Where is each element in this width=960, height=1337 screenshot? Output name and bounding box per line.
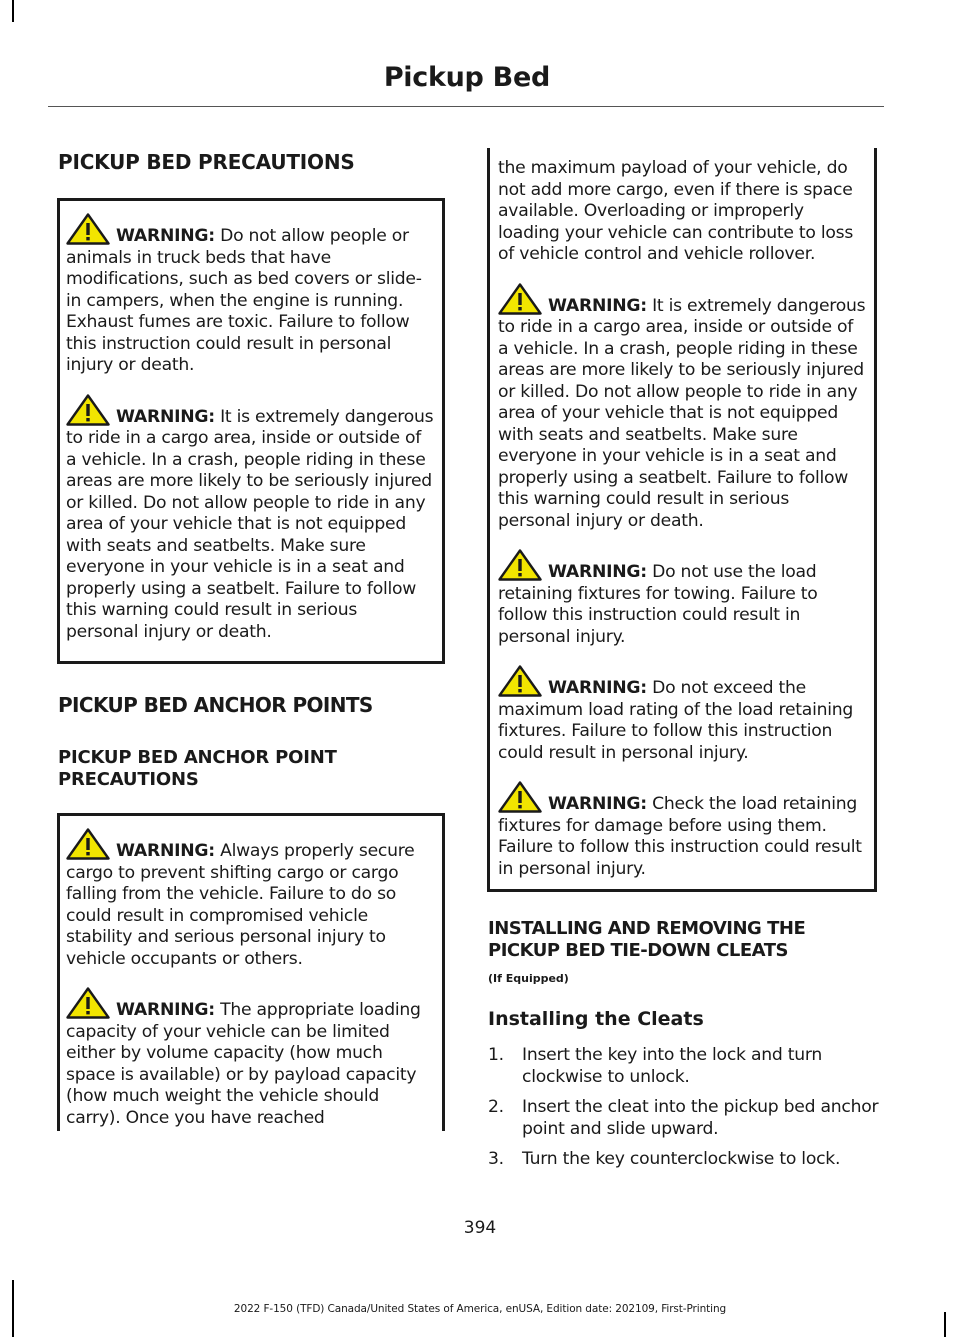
warning-text: It is extremely dangerous to ride in a cargo area, inside or outside of a vehicle. In a crash, people riding in these areas are more likely to be seriously injured or killed. Do not allow people to ride in any area of your vehicle that is not equipped with seats and seatbelts. Make sure everyone in your vehicle is in a seat and properly using a seatbelt. Failure to follow this warning could result in serious personal injury or death. xyxy=(498,295,866,531)
step-number: 3. xyxy=(488,1149,504,1169)
warning-box-anchor-continued xyxy=(487,148,877,892)
step-text: Turn the key counterclockwise to lock. xyxy=(522,1149,841,1169)
page-footer: 2022 F-150 (TFD) Canada/United States of America, enUSA, Edition date: 202109, First-Printing xyxy=(233,1303,727,1315)
warning-box-anchor-precautions xyxy=(57,813,445,1131)
list-item xyxy=(488,1097,883,1140)
warning-item xyxy=(498,665,866,764)
warning-label: WARNING: xyxy=(116,841,215,861)
heading-pickup-bed-anchor-points: PICKUP BED ANCHOR POINTS xyxy=(58,693,373,717)
warning-label: WARNING: xyxy=(116,1000,215,1020)
heading-pickup-bed-precautions: PICKUP BED PRECAUTIONS xyxy=(58,150,355,174)
warning-triangle-icon xyxy=(498,781,542,813)
warning-text: Always properly secure cargo to prevent shifting cargo or cargo falling from the vehicle. Failure to do so could result in compromised vehicle stability and serious personal injury to vehicle occupants or others. xyxy=(66,841,415,969)
warning-label: WARNING: xyxy=(548,678,647,698)
installation-steps-list xyxy=(488,1045,883,1180)
warning-item xyxy=(66,987,434,1129)
warning-box-bed-precautions xyxy=(57,198,445,664)
warning-label: WARNING: xyxy=(116,226,215,246)
warning-text: It is extremely dangerous to ride in a cargo area, inside or outside of a vehicle. In a crash, people riding in these areas are more likely to be seriously injured or killed. Do not allow people to ride in any area of your vehicle that is not equipped with seats and seatbelts. Make sure everyone in your vehicle is in a seat and properly using a seatbelt. Failure to follow this warning could result in serious personal injury or death. xyxy=(66,406,434,642)
if-equipped-note: (If Equipped) xyxy=(488,972,569,985)
warning-label: WARNING: xyxy=(116,406,215,427)
warning-continued-text: the maximum payload of your vehicle, do not add more cargo, even if there is space available. Overloading or improperly loading your vehicle can contribute to loss of vehicle control and vehicle rollover. xyxy=(498,158,854,264)
step-number: 2. xyxy=(488,1097,504,1117)
heading-installing-the-cleats: Installing the Cleats xyxy=(488,1008,704,1030)
heading-anchor-point-precautions: PICKUP BED ANCHOR POINT PRECAUTIONS xyxy=(58,747,337,790)
warning-triangle-icon xyxy=(498,549,542,581)
header-divider xyxy=(48,106,884,107)
warning-item xyxy=(498,283,866,533)
crop-mark-bottom-right xyxy=(944,1312,946,1337)
warning-text: Do not allow people or animals in truck beds that have modifications, such as bed covers or slide-in campers, when the engine is running. Exhaust fumes are toxic. Failure to follow this instruction could result in personal injury or death. xyxy=(66,226,422,375)
step-text: Insert the key into the lock and turn clockwise to unlock. xyxy=(522,1045,823,1087)
warning-text: Do not use the load retaining fixtures for towing. Failure to follow this instruction could result in personal injury. xyxy=(498,562,818,647)
warning-triangle-icon xyxy=(66,987,110,1019)
warning-label: WARNING: xyxy=(548,794,647,814)
warning-text: Do not exceed the maximum load rating of the load retaining fixtures. Failure to follow this instruction could result in personal injury. xyxy=(498,678,854,763)
warning-text: The appropriate loading capacity of your vehicle can be limited either by volume capacity (how much space is available) or by payload capacity (how much weight the vehicle should carry). Once you have reached xyxy=(66,1000,421,1128)
warning-item xyxy=(498,549,866,648)
warning-item xyxy=(66,213,434,377)
warning-triangle-icon xyxy=(66,828,110,860)
warning-item xyxy=(498,781,866,880)
list-item xyxy=(488,1149,883,1171)
warning-triangle-icon xyxy=(66,394,110,426)
page-header-title: Pickup Bed xyxy=(383,62,550,93)
heading-installing-removing-cleats: INSTALLING AND REMOVING THE PICKUP BED TIE-DOWN CLEATS xyxy=(488,918,806,961)
step-text: Insert the cleat into the pickup bed anchor point and slide upward. xyxy=(522,1097,879,1139)
warning-triangle-icon xyxy=(498,665,542,697)
warning-label: WARNING: xyxy=(548,295,647,316)
warning-item xyxy=(66,394,434,644)
warning-triangle-icon xyxy=(66,213,110,245)
warning-item xyxy=(66,828,434,970)
warning-label: WARNING: xyxy=(548,562,647,582)
warning-triangle-icon xyxy=(498,283,542,315)
list-item xyxy=(488,1045,883,1088)
warning-text: Check the load retaining fixtures for damage before using them. Failure to follow this instruction could result in personal injury. xyxy=(498,794,862,879)
step-number: 1. xyxy=(488,1045,504,1065)
page-number: 394 xyxy=(463,1218,497,1238)
crop-mark-top-left xyxy=(12,0,14,22)
